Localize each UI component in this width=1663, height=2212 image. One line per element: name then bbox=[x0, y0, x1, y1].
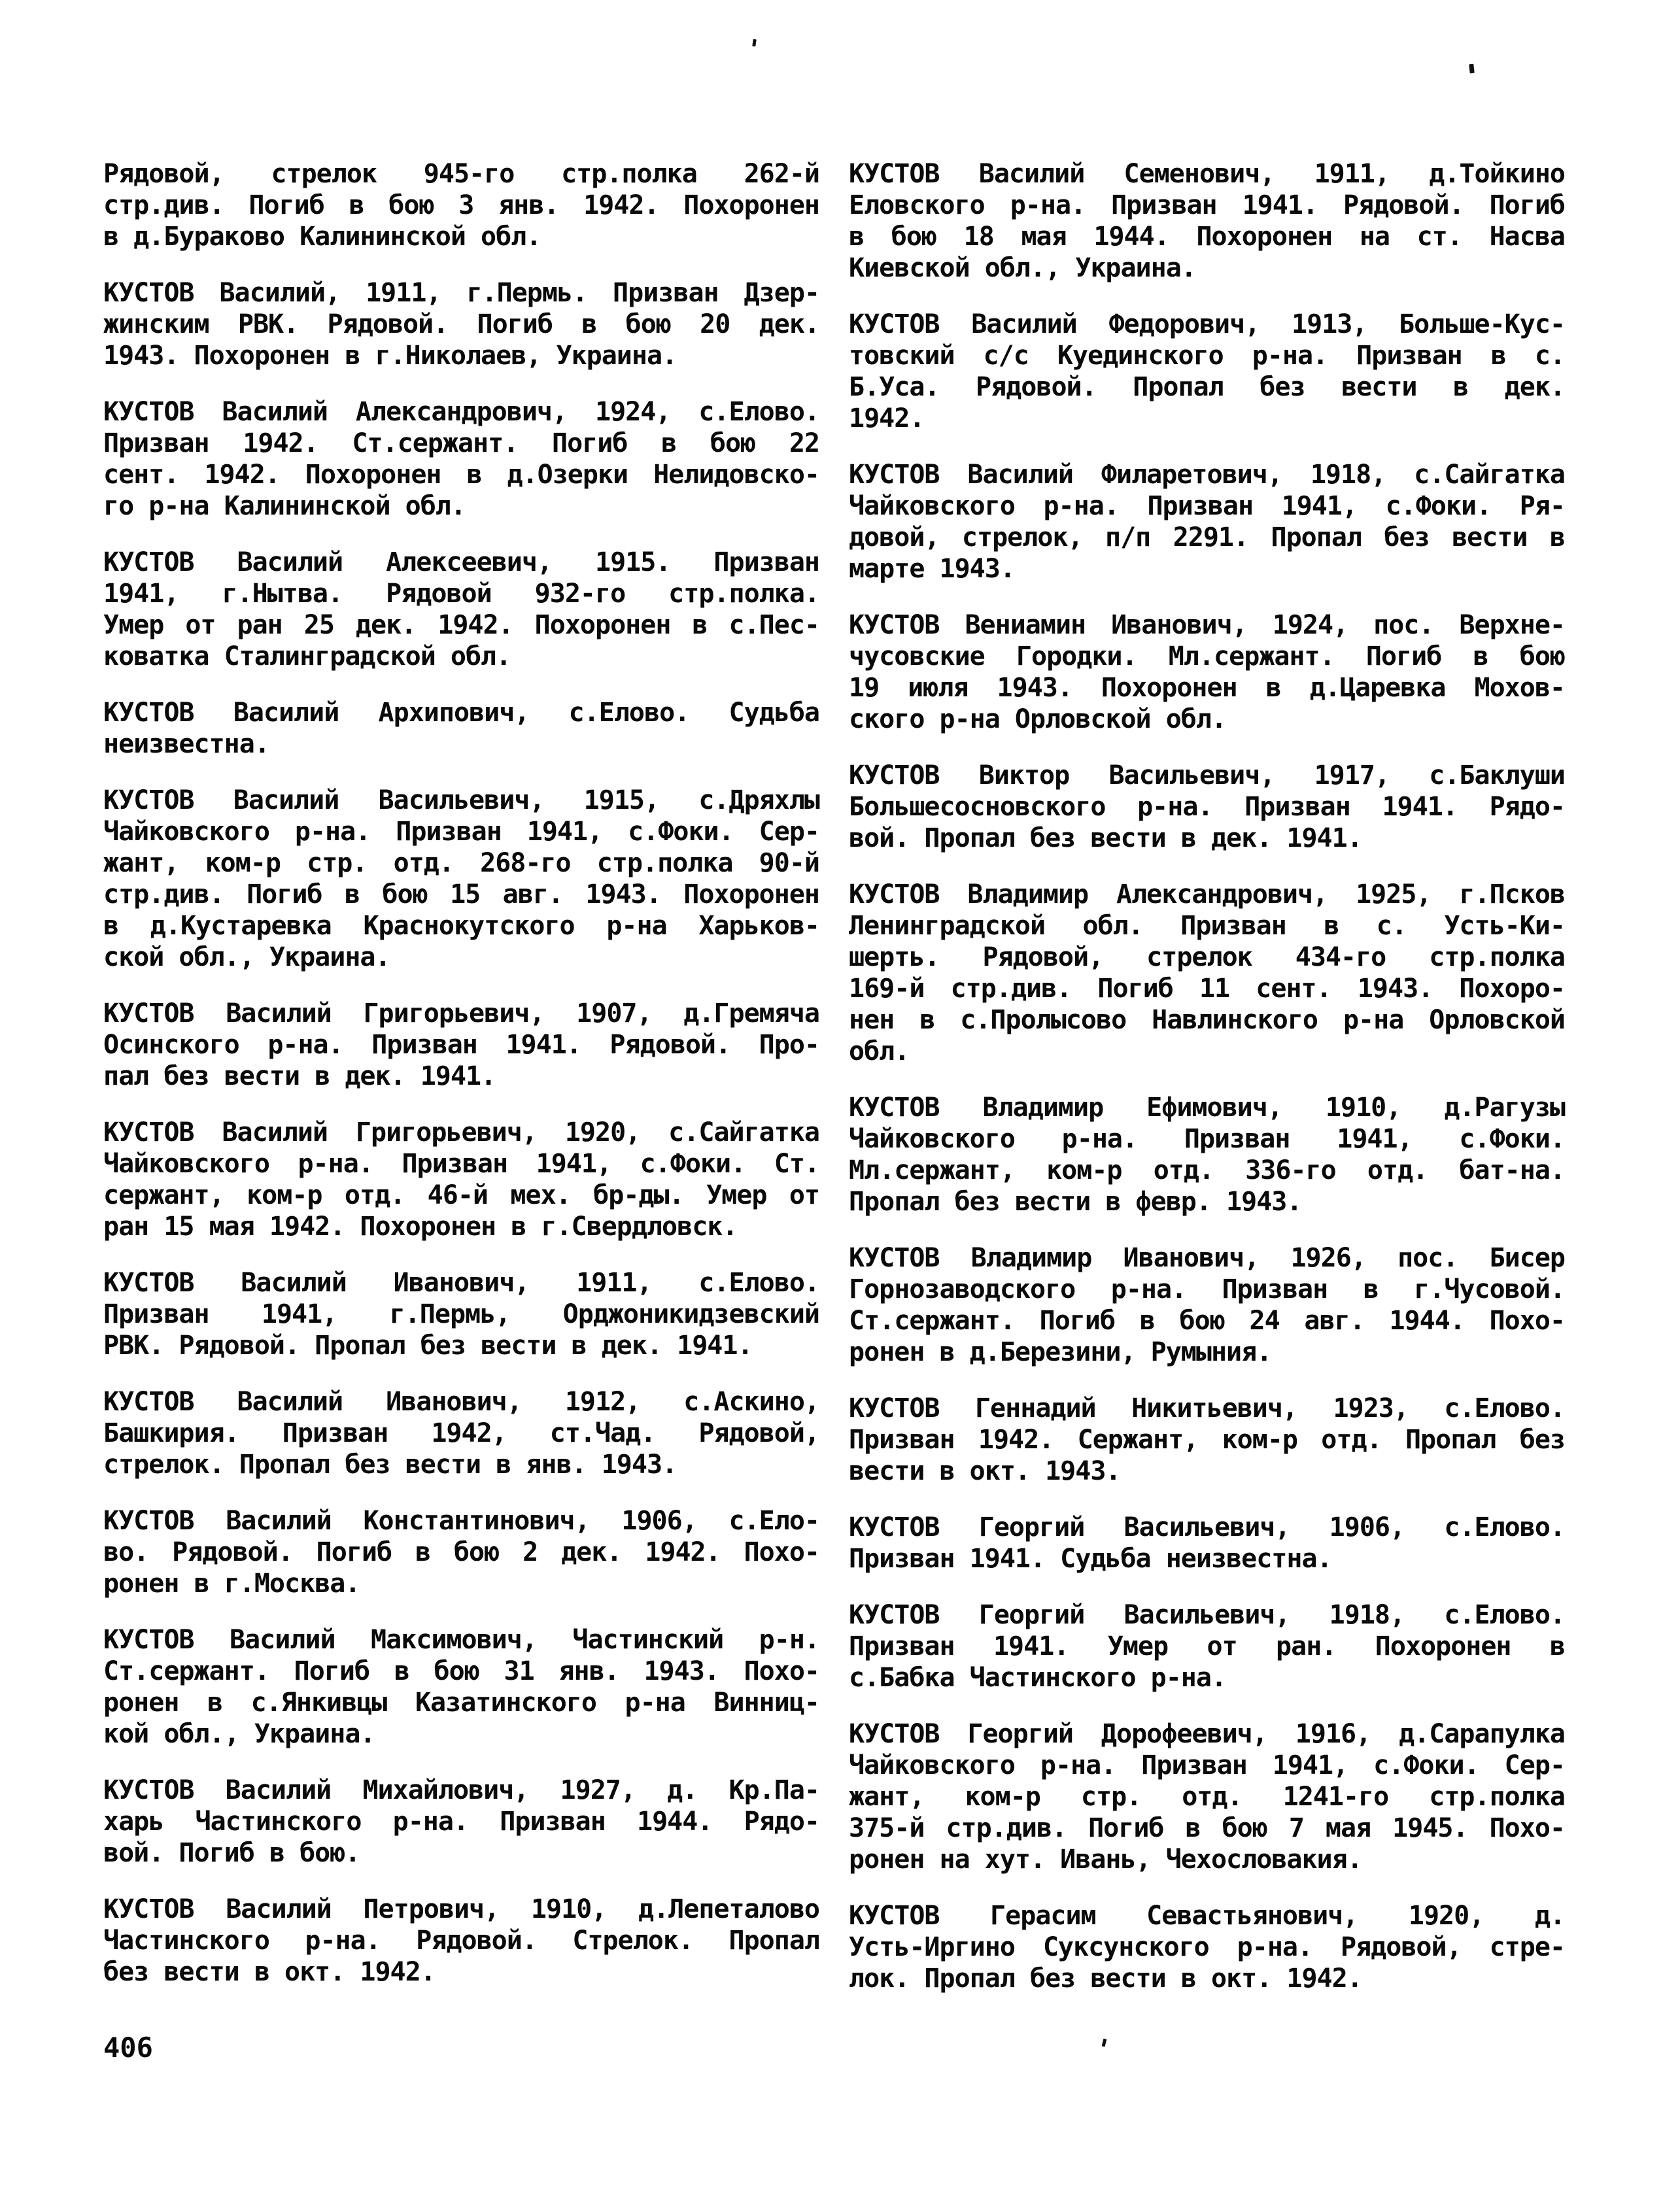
entry-line: КУСТОВ Василий Иванович, 1911, с.Елово. bbox=[103, 1268, 819, 1298]
entry-line: в бою 18 мая 1944. Похоронен на ст. Насва bbox=[849, 222, 1565, 252]
entry-line: ской обл., Украина. bbox=[103, 942, 390, 972]
entry-line: стр.див. Погиб в бою 15 авг. 1943. Похоронен bbox=[103, 879, 819, 910]
entry-line: Рядовой, стрелок 945-го стр.полка 262-й bbox=[103, 159, 819, 189]
entry-line: вой. Погиб в бою. bbox=[103, 1838, 360, 1868]
entry-line: стр.див. Погиб в бою 3 янв. 1942. Похоронен bbox=[103, 190, 819, 220]
entry-line: сент. 1942. Похоронен в д.Озерки Нелидовско- bbox=[103, 460, 819, 490]
memorial-entry bbox=[103, 1624, 819, 1750]
memorial-entry bbox=[849, 760, 1565, 854]
memorial-entry bbox=[849, 879, 1565, 1067]
entry-line: жант, ком-р стр. отд. 268-го стр.полка 90-й bbox=[103, 848, 819, 878]
entry-line: Призван 1941. Умер от ран. Похоронен в bbox=[849, 1631, 1565, 1661]
scan-artifact bbox=[1102, 2039, 1107, 2047]
entry-line: КУСТОВ Василий Григорьевич, 1907, д.Гремяча bbox=[103, 998, 819, 1029]
memorial-entry bbox=[103, 1386, 819, 1480]
memorial-entry bbox=[103, 1117, 819, 1242]
entry-line: Призван 1942. Ст.сержант. Погиб в бою 22 bbox=[103, 428, 819, 458]
entry-line: пал без вести в дек. 1941. bbox=[103, 1061, 496, 1091]
memorial-entry bbox=[103, 1267, 819, 1361]
entry-line: обл. bbox=[849, 1036, 910, 1066]
entry-line: 1943. Похоронен в г.Николаев, Украина. bbox=[103, 341, 677, 371]
entry-line: КУСТОВ Василий Григорьевич, 1920, с.Сайгатка bbox=[103, 1117, 819, 1148]
entry-line: КУСТОВ Василий Петрович, 1910, д.Лепеталово bbox=[103, 1894, 819, 1924]
entry-line: ронен в с.Янкивцы Казатинского р-на Винниц- bbox=[103, 1688, 819, 1718]
entry-line: Пропал без вести в февр. 1943. bbox=[849, 1187, 1302, 1217]
entry-line: КУСТОВ Василий Семенович, 1911, д.Тойкино bbox=[849, 159, 1565, 189]
entry-line: Усть-Иргино Суксунского р-на. Рядовой, стре- bbox=[849, 1932, 1565, 1962]
entry-line: ран 15 мая 1942. Похоронен в г.Свердловск. bbox=[103, 1212, 738, 1242]
entry-line: 1941, г.Нытва. Рядовой 932-го стр.полка. bbox=[103, 579, 819, 609]
entry-line: КУСТОВ Василий, 1911, г.Пермь. Призван Дзер- bbox=[103, 278, 819, 308]
memorial-entry bbox=[849, 1393, 1565, 1487]
entry-line: КУСТОВ Василий Филаретович, 1918, с.Сайгатка bbox=[849, 460, 1565, 490]
entry-line: КУСТОВ Василий Васильевич, 1915, с.Дряхлы bbox=[103, 785, 819, 815]
memorial-entry bbox=[849, 158, 1565, 284]
entry-line: Ленинградской обл. Призван в с. Усть-Ки- bbox=[849, 911, 1565, 941]
memorial-entry bbox=[103, 1505, 819, 1599]
entry-line: Б.Уса. Рядовой. Пропал без вести в дек. bbox=[849, 372, 1565, 402]
entry-line: КУСТОВ Владимир Иванович, 1926, пос. Бисер bbox=[849, 1243, 1565, 1273]
memorial-entry bbox=[103, 697, 819, 760]
memorial-entry bbox=[849, 1512, 1565, 1574]
entry-line: в д.Бураково Калининской обл. bbox=[103, 222, 541, 252]
entry-line: ского р-на Орловской обл. bbox=[849, 704, 1227, 734]
entry-line: Еловского р-на. Призван 1941. Рядовой. Погиб bbox=[849, 190, 1565, 220]
entry-line: ронен на хут. Ивань, Чехословакия. bbox=[849, 1845, 1362, 1875]
memorial-entry bbox=[103, 998, 819, 1092]
entry-line: сержант, ком-р отд. 46-й мех. бр-ды. Умер от bbox=[103, 1180, 819, 1210]
entry-line: кой обл., Украина. bbox=[103, 1719, 375, 1749]
entry-line: Киевской обл., Украина. bbox=[849, 253, 1196, 283]
memorial-entry bbox=[849, 459, 1565, 585]
entry-line: 169-й стр.див. Погиб 11 сент. 1943. Похоро- bbox=[849, 974, 1565, 1004]
entry-line: КУСТОВ Василий Михайлович, 1927, д. Кр.Па- bbox=[103, 1775, 819, 1805]
entry-line: КУСТОВ Василий Иванович, 1912, с.Аскино, bbox=[103, 1387, 819, 1417]
entry-line: чусовские Городки. Мл.сержант. Погиб в бою bbox=[849, 641, 1565, 672]
entry-line: Ст.сержант. Погиб в бою 31 янв. 1943. Похо- bbox=[103, 1656, 819, 1686]
memorial-entry bbox=[103, 547, 819, 672]
entry-line: вести в окт. 1943. bbox=[849, 1456, 1121, 1486]
entry-line: довой, стрелок, п/п 2291. Пропал без вести в bbox=[849, 522, 1565, 553]
memorial-entry bbox=[849, 1900, 1565, 1994]
entry-line: Большесосновского р-на. Призван 1941. Рядо- bbox=[849, 792, 1565, 822]
scan-artifact bbox=[752, 39, 756, 47]
entry-line: КУСТОВ Виктор Васильевич, 1917, с.Баклуши bbox=[849, 760, 1565, 791]
entry-line: Башкирия. Призван 1942, ст.Чад. Рядовой, bbox=[103, 1418, 819, 1448]
entry-line: КУСТОВ Владимир Ефимович, 1910, д.Рагузы bbox=[849, 1093, 1565, 1123]
memorial-entry bbox=[103, 158, 819, 252]
entry-line: Чайковского р-на. Призван 1941, с.Фоки. Сер- bbox=[103, 817, 819, 847]
entry-line: КУСТОВ Георгий Васильевич, 1918, с.Елово. bbox=[849, 1600, 1565, 1630]
left-column bbox=[103, 158, 819, 1988]
entry-line: Призван 1941, г.Пермь, Орджоникидзевский bbox=[103, 1299, 819, 1329]
memorial-entry bbox=[103, 785, 819, 973]
entry-line: го р-на Калининской обл. bbox=[103, 491, 466, 521]
entry-line: КУСТОВ Геннадий Никитьевич, 1923, с.Елово. bbox=[849, 1393, 1565, 1423]
entry-line: Чайковского р-на. Призван 1941, с.Фоки. Ст. bbox=[103, 1149, 819, 1179]
entry-line: Призван 1941. Судьба неизвестна. bbox=[849, 1544, 1332, 1574]
memorial-entry bbox=[849, 1599, 1565, 1693]
memorial-entry bbox=[849, 1092, 1565, 1217]
memorial-entry bbox=[849, 1718, 1565, 1875]
memorial-entry bbox=[103, 1775, 819, 1869]
entry-line: Умер от ран 25 дек. 1942. Похоронен в с.Пес- bbox=[103, 610, 819, 640]
entry-line: Чайковского р-на. Призван 1941, с.Фоки. Ря- bbox=[849, 491, 1565, 521]
memorial-entry bbox=[103, 1894, 819, 1988]
entry-line: КУСТОВ Василий Федорович, 1913, Больше-Кус- bbox=[849, 309, 1565, 339]
right-column bbox=[849, 158, 1565, 1994]
entry-line: Чайковского р-на. Призван 1941, с.Фоки. bbox=[849, 1124, 1565, 1154]
memorial-entry bbox=[849, 309, 1565, 434]
memorial-entry bbox=[103, 396, 819, 522]
entry-line: КУСТОВ Вениамин Иванович, 1924, пос. Верхне- bbox=[849, 610, 1565, 640]
entry-line: марте 1943. bbox=[849, 554, 1015, 584]
entry-line: КУСТОВ Георгий Дорофеевич, 1916, д.Сарапулка bbox=[849, 1719, 1565, 1749]
entry-line: в д.Кустаревка Краснокутского р-на Харьков- bbox=[103, 911, 819, 941]
entry-line: Мл.сержант, ком-р отд. 336-го отд. бат-на. bbox=[849, 1155, 1565, 1185]
entry-line: Чайковского р-на. Призван 1941, с.Фоки. Сер- bbox=[849, 1750, 1565, 1780]
entry-line: КУСТОВ Герасим Севастьянович, 1920, д. bbox=[849, 1901, 1565, 1931]
entry-line: ронен в д.Березини, Румыния. bbox=[849, 1337, 1272, 1367]
entry-line: Ст.сержант. Погиб в бою 24 авг. 1944. Похо- bbox=[849, 1306, 1565, 1336]
entry-line: без вести в окт. 1942. bbox=[103, 1957, 436, 1987]
entry-line: 19 июля 1943. Похоронен в д.Царевка Мохов- bbox=[849, 673, 1565, 703]
entry-line: КУСТОВ Георгий Васильевич, 1906, с.Елово. bbox=[849, 1512, 1565, 1542]
entry-line: 1942. bbox=[849, 403, 925, 434]
entry-line: неизвестна. bbox=[103, 729, 269, 759]
entry-line: КУСТОВ Василий Максимович, Частинский р-н. bbox=[103, 1625, 819, 1655]
entry-line: шерть. Рядовой, стрелок 434-го стр.полка bbox=[849, 942, 1565, 972]
entry-line: харь Частинского р-на. Призван 1944. Рядо- bbox=[103, 1807, 819, 1837]
page-number: 406 bbox=[103, 2032, 153, 2064]
memorial-entry bbox=[103, 277, 819, 371]
entry-line: КУСТОВ Василий Алексеевич, 1915. Призван bbox=[103, 547, 819, 577]
entry-line: жинским РВК. Рядовой. Погиб в бою 20 дек. bbox=[103, 309, 819, 339]
entry-line: 375-й стр.див. Погиб в бою 7 мая 1945. Похо- bbox=[849, 1813, 1565, 1843]
memorial-entry bbox=[849, 609, 1565, 735]
entry-line: жант, ком-р стр. отд. 1241-го стр.полка bbox=[849, 1782, 1565, 1812]
entry-line: лок. Пропал без вести в окт. 1942. bbox=[849, 1964, 1362, 1994]
entry-line: КУСТОВ Василий Константинович, 1906, с.Ело- bbox=[103, 1506, 819, 1536]
entry-line: КУСТОВ Василий Александрович, 1924, с.Елово. bbox=[103, 397, 819, 427]
entry-line: стрелок. Пропал без вести в янв. 1943. bbox=[103, 1450, 677, 1480]
entry-line: нен в с.Пролысово Навлинского р-на Орловской bbox=[849, 1005, 1565, 1035]
entry-line: КУСТОВ Владимир Александрович, 1925, г.Псков bbox=[849, 879, 1565, 910]
entry-line: во. Рядовой. Погиб в бою 2 дек. 1942. Похо- bbox=[103, 1537, 819, 1567]
entry-line: Горнозаводского р-на. Призван в г.Чусовой. bbox=[849, 1274, 1565, 1304]
entry-line: товский с/с Куединского р-на. Призван в с. bbox=[849, 341, 1565, 371]
entry-line: Осинского р-на. Призван 1941. Рядовой. Про- bbox=[103, 1030, 819, 1060]
entry-line: РВК. Рядовой. Пропал без вести в дек. 1941. bbox=[103, 1331, 753, 1361]
entry-line: с.Бабка Частинского р-на. bbox=[849, 1663, 1227, 1693]
entry-line: коватка Сталинградской обл. bbox=[103, 641, 511, 672]
entry-line: ронен в г.Москва. bbox=[103, 1569, 360, 1599]
entry-line: Частинского р-на. Рядовой. Стрелок. Пропал bbox=[103, 1926, 819, 1956]
scan-artifact bbox=[1469, 64, 1474, 74]
entry-line: Призван 1942. Сержант, ком-р отд. Пропал без bbox=[849, 1425, 1565, 1455]
memorial-entry bbox=[849, 1242, 1565, 1368]
entry-line: вой. Пропал без вести в дек. 1941. bbox=[849, 823, 1362, 853]
entry-line: КУСТОВ Василий Архипович, с.Елово. Судьба bbox=[103, 698, 819, 728]
